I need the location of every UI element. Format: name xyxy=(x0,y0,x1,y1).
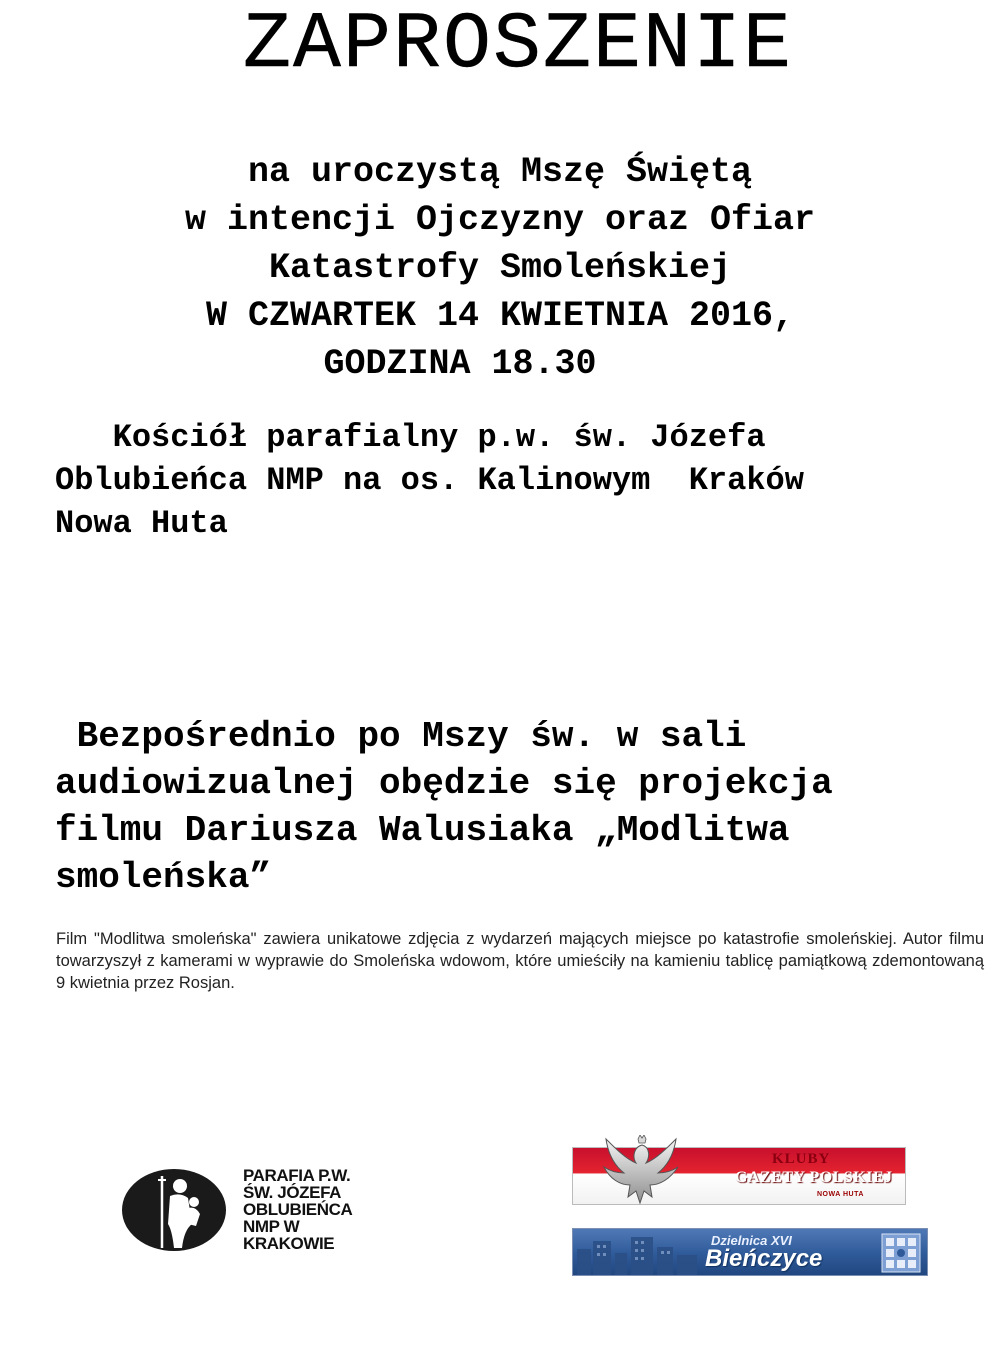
gazety-polskiej-label: GAZETY POLSKIEJ xyxy=(735,1169,893,1186)
parish-logo-icon xyxy=(122,1168,232,1252)
parish-name-line: OBLUBIEŃCA xyxy=(243,1200,353,1219)
location-block xyxy=(55,416,975,545)
parish-name xyxy=(243,1167,413,1252)
invitation-line: w intencji Ojczyzny oraz Ofiar xyxy=(184,200,816,240)
bienczyce-district-banner xyxy=(572,1228,928,1276)
screening-line: audiowizualnej obędzie się projekcja xyxy=(55,763,833,804)
district-crest-icon xyxy=(881,1233,921,1273)
screening-line: smoleńska” xyxy=(55,857,272,898)
invitation-date: W CZWARTEK 14 KWIETNIA 2016, xyxy=(205,296,795,336)
film-description: Film "Modlitwa smoleńska" zawiera unikatowe zdjęcia z wydarzeń mających miejsce po katastrofie smoleńskiej. Autor filmu towarzyszył z kamerami w wyprawie do Smoleńska wdowom, które umieściły na kamieniu tablicę pamiątkową zdemontowaną 9 kwietnia przez Rosjan. xyxy=(56,930,984,992)
location-line: Oblubieńca NMP na os. Kalinowym Kraków xyxy=(55,462,804,499)
screening-line: Bezpośrednio po Mszy św. w sali xyxy=(55,716,747,757)
screening-line: filmu Dariusza Walusiaka „Modlitwa xyxy=(55,810,790,851)
kluby-label: KLUBY xyxy=(772,1151,831,1167)
district-number-label: Dzielnica XVI xyxy=(711,1233,792,1248)
kluby-gazety-polskiej-banner xyxy=(572,1135,906,1207)
parish-name-line: ŚW. JÓZEFA xyxy=(243,1183,342,1202)
invitation-block xyxy=(0,148,996,388)
page-title: ZAPROSZENIE xyxy=(242,0,794,91)
eagle-icon xyxy=(596,1135,688,1207)
nowa-huta-label: NOWA HUTA xyxy=(817,1191,864,1198)
location-line: Kościół parafialny p.w. św. Józefa xyxy=(55,419,766,456)
district-name-label: Bieńczyce xyxy=(705,1245,823,1272)
parish-name-line: NMP W xyxy=(243,1217,300,1236)
location-line: Nowa Huta xyxy=(55,505,228,542)
invitation-line: na uroczystą Mszę Świętą xyxy=(247,152,753,192)
parish-name-line: KRAKOWIE xyxy=(243,1234,335,1253)
invitation-line: Katastrofy Smoleńskiej xyxy=(268,248,732,288)
parish-name-line: PARAFIA P.W. xyxy=(243,1166,351,1185)
invitation-time: GODZINA 18.30 xyxy=(323,344,597,384)
screening-block xyxy=(55,713,985,901)
